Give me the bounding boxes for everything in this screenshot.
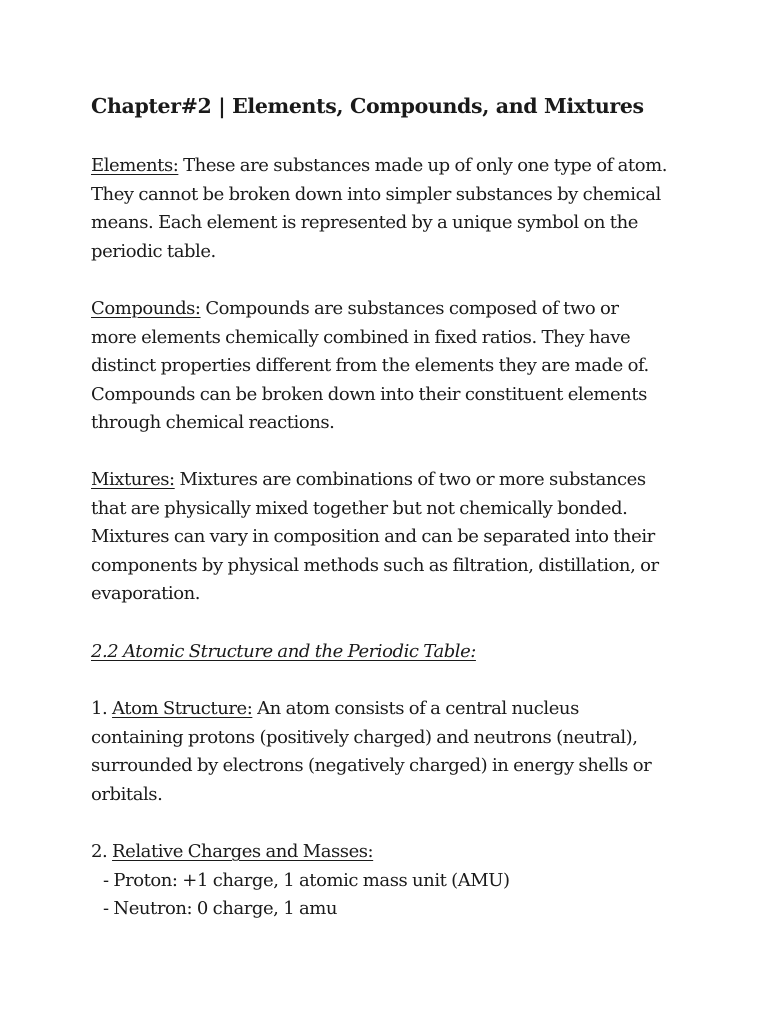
compounds-term: Compounds: xyxy=(91,298,201,319)
atom-structure-paragraph xyxy=(91,695,651,809)
atom-structure-line-4: orbitals. xyxy=(91,783,163,805)
compounds-line-5: through chemical reactions. xyxy=(91,412,335,433)
atom-structure-text-1: An atom consists of a central nucleus xyxy=(252,698,579,719)
mixtures-paragraph xyxy=(91,466,659,609)
atom-structure-line-2: containing protons (positively charged) and neutrons (neutral), xyxy=(91,726,638,748)
elements-paragraph xyxy=(91,152,667,266)
atom-structure-number: 1. xyxy=(91,698,113,719)
mixtures-term: Mixtures: xyxy=(91,469,175,490)
compounds-line-2: more elements chemically combined in fixed ratios. They have xyxy=(91,326,631,348)
mixtures-line-4: components by physical methods such as filtration, distillation, or xyxy=(91,554,659,576)
compounds-line-3: distinct properties different from the elements they are made of. xyxy=(91,355,649,376)
mixtures-line-3: Mixtures can vary in composition and can be separated into their xyxy=(91,526,655,547)
mixtures-line-1 xyxy=(91,466,659,495)
compounds-paragraph xyxy=(91,295,649,438)
list-item-proton: - Proton: +1 charge, 1 atomic mass unit (AMU) xyxy=(103,869,510,891)
atom-structure-term: Atom Structure: xyxy=(112,698,253,719)
mixtures-line-5: evaporation. xyxy=(91,583,200,604)
list-item-neutron: - Neutron: 0 charge, 1 amu xyxy=(103,898,338,919)
relative-charges-term: Relative Charges and Masses: xyxy=(112,841,374,862)
atom-structure-line-1 xyxy=(91,695,651,724)
elements-line-4: periodic table. xyxy=(91,240,216,262)
compounds-text-1: Compounds are substances composed of two or xyxy=(200,298,619,319)
mixtures-line-2: that are physically mixed together but not chemically bonded. xyxy=(91,497,628,519)
elements-line-2: They cannot be broken down into simpler substances by chemical xyxy=(91,183,661,205)
mixtures-text-1: Mixtures are combinations of two or more substances xyxy=(174,469,646,490)
elements-text-1: These are substances made up of only one type of atom. xyxy=(178,155,667,176)
relative-charges-paragraph xyxy=(91,838,510,924)
relative-charges-number: 2. xyxy=(91,841,113,862)
elements-line-3: means. Each element is represented by a unique symbol on the xyxy=(91,212,638,233)
compounds-line-1 xyxy=(91,295,649,324)
relative-charges-line-1 xyxy=(91,838,510,867)
page-title: Chapter#2 | Elements, Compounds, and Mixtures xyxy=(91,94,644,118)
section-heading: 2.2 Atomic Structure and the Periodic Table: xyxy=(91,641,476,662)
section-heading-paragraph xyxy=(91,638,476,667)
elements-line-1 xyxy=(91,152,667,181)
atom-structure-line-3: surrounded by electrons (negatively charged) in energy shells or xyxy=(91,755,652,776)
elements-term: Elements: xyxy=(91,155,179,176)
compounds-line-4: Compounds can be broken down into their constituent elements xyxy=(91,383,647,405)
